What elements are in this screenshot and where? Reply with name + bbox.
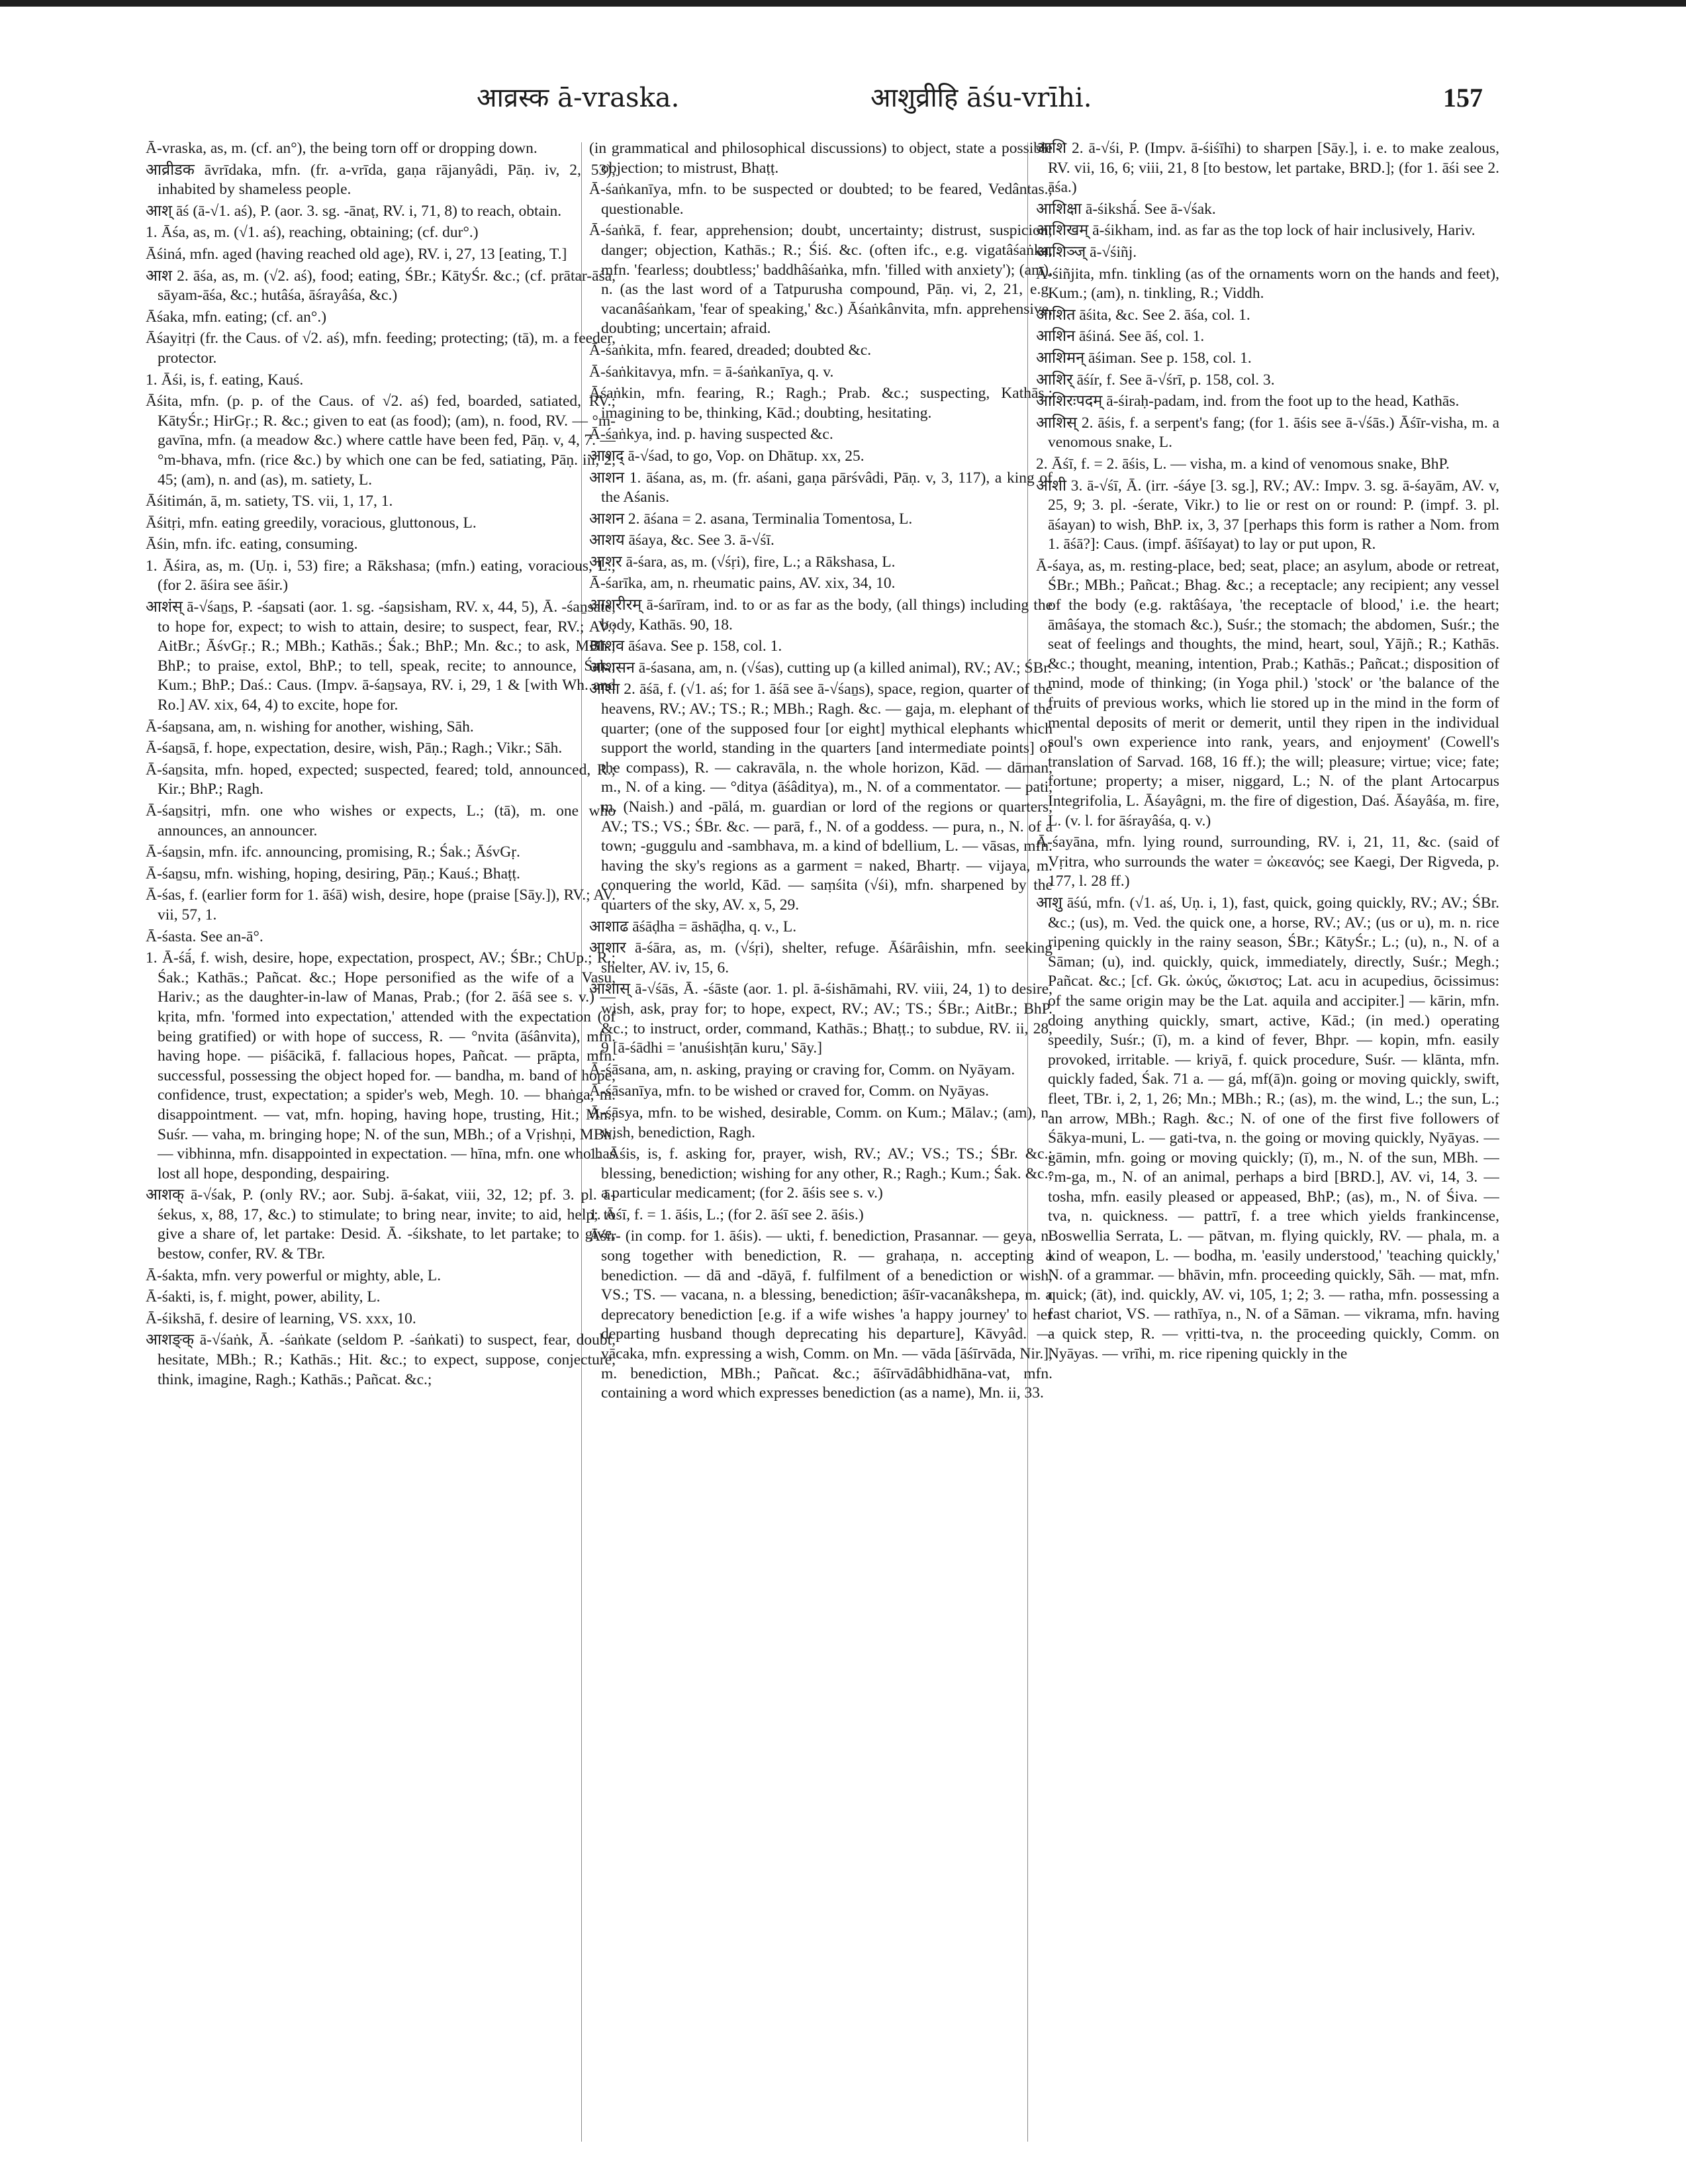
dictionary-entry: आशद् ā-√śad, to go, Vop. on Dhātup. xx, 25. — [589, 447, 865, 465]
dictionary-entry: आश् āś (ā-√1. aś), P. (aor. 3. sg. -ānaṭ, RV. i, 71, 8) to reach, obtain. — [146, 202, 562, 220]
dictionary-entry: आशु āśú, mfn. (√1. aś, Uṇ. i, 1), fast, quick, going quickly, RV.; AV.; ŚBr. &c.; (us), m. Ved. the quick one, a horse, RV.; AV.; (us or u), m. n. rice ripening quickly in the rainy season, ŚBr.; KātyŚr.; L.; (u), n., N. of a Sāman; (u), ind. quickly, quick, immediately, directly, Suśr.; Megh.; Pañcat. &c.; [cf. Gk. ὠκύς, ὤκιστος; Lat. acu in acupedius, ōcissimus: of the same origin may be the Lat. aquila and accipiter.] — kārin, mfn. doing anything quickly, smart, active, Kād.; (in med.) operating speedily, Suśr.; (ī), m. a kind of fever, Bhpr. — kopin, mfn. easily provoked, irritable. — kriyā, f. quick procedure, Suśr. — klānta, mfn. quickly faded, Śak. 71 a. — gá, mf(ā)n. going or moving quickly, swift, fleet, TBr. i, 2, 1, 26; Mn.; MBh.; R.; (as), m. the wind, L.; the sun, L.; an arrow, MBh.; Ragh. &c.; N. of one of the first five followers of Śākya-muni, L. — gati-tva, n. the going or moving quickly, Nyāyas. — gāmin, mfn. going or moving quickly; (ī), m., N. of the sun, MBh. — °m-ga, m., N. of an animal, perhaps a bird [BRD.], AV. vi, 14, 3. — tosha, mfn. easily pleased or appeased, BhP.; (as), m., N. of Śiva. — tva, n. quickness. — pattrī, f. a tree which yields frankincense, Boswellia Serrata, L. — pātvan, m. flying quickly, RV. — phala, m. a kind of weapon, L. — bodha, m. 'easily understood,' 'teaching quickly,' N. of a grammar. — bhāvin, mfn. proceeding quickly, Sāh. — mat, mfn. quick; (āt), ind. quickly, AV. vi, 105, 1; 2; 3. — ratha, mfn. possessing a fast chariot, VS. — rathīya, n., N. of a Sāman. — vikrama, mfn. having a quick step, R. — vṛitti-tva, n. the proceeding quickly, Comm. on Nyāyas. — vrīhi, m. rice ripening quickly in the — [1036, 894, 1499, 1362]
dictionary-entry: Ā-śakta, mfn. very powerful or mighty, able, L. — [146, 1266, 442, 1284]
dictionary-entry: Ā-śaṉsā, f. hope, expectation, desire, wish, Pāṇ.; Ragh.; Vikr.; Sāh. — [146, 739, 563, 757]
dictionary-entry: Ā-śaṉsu, mfn. wishing, hoping, desiring, Pāṇ.; Kauś.; Bhaṭṭ. — [146, 865, 520, 882]
dictionary-entry: आशिमन् āśiman. See p. 158, col. 1. — [1036, 349, 1252, 367]
dictionary-entry: आशास् ā-√śās, Ā. -śāste (aor. 1. pl. ā-śishāmahi, RV. viii, 24, 1) to desire, wish, ask, pray for; to hope, expect, RV.; AV.; TS.; ŚBr.; AitBr.; BhP. &c.; to instruct, order, command, Kathās.; Bhaṭṭ.; to subdue, RV. ii, 28, 9 [ā-śādhi = 'anuśishṭān kuru,' Sāy.] — [589, 980, 1053, 1057]
column-3 — [1036, 139, 1499, 2152]
dictionary-entry: आशित āśita, &c. See 2. āśa, col. 1. — [1036, 306, 1250, 324]
left-guide-word: आव्रस्क ā-vraska. — [477, 83, 680, 113]
dictionary-entry: 1. Āśis, is, f. asking for, prayer, wish, RV.; AV.; VS.; TS.; ŚBr. &c.; blessing, benediction; wishing for any other, R.; Ragh.; Kum.; Śak. &c.; a particular medicament; (for 2. āśis see s. v.) — [589, 1145, 1053, 1202]
column-2 — [589, 139, 1053, 2152]
dictionary-entry: आशक् ā-√śak, P. (only RV.; aor. Subj. ā-śakat, viii, 32, 12; pf. 3. pl. ā-śekus, x, 88, 17, &c.) to stimulate; to bring near, invite; to aid, help; to give a share of, let partake: Desid. Ā. -śikshate, to let partake; to give, bestow, confer, RV. & TBr. — [146, 1186, 616, 1263]
dictionary-entry: Ā-śayāna, mfn. lying round, surrounding, RV. i, 21, 11, &c. (said of Vṛitra, who surrounds the water = ὠκεανός; see Kaegi, Der Rigveda, p. 177, l. 28 ff.) — [1036, 833, 1499, 890]
dictionary-entry: आशंस् ā-√śaṉs, P. -śaṉsati (aor. 1. sg. -śaṉsisham, RV. x, 44, 5), Ā. -śaṉsate, to hope for, expect; to wish to attain, desire; to suspect, fear, RV.; AV.; AitBr.; ĀśvGṛ.; R.; MBh.; Kathās.; Śak.; BhP.; Mn. &c.; to ask, MBh.; BhP.; to praise, extol, BhP.; to tell, speak, recite; to announce, Śak.; Kum.; BhP.; Daś.: Caus. (Impv. ā-śaṉsaya, RV. i, 29, 1 & [with Wh. and Ro.] AV. xix, 64, 4) to excite, hope for. — [146, 598, 616, 714]
dictionary-entry: आशार ā-śāra, as, m. (√śṛi), shelter, refuge. Āśārâishin, mfn. seeking shelter, AV. iv, 15, 6. — [589, 939, 1053, 976]
dictionary-entry: (in grammatical and philosophical discussions) to object, state a possible objection; to mistrust, Bhaṭṭ. — [589, 140, 1053, 177]
dictionary-entry: Ā-śāsanīya, mfn. to be wished or craved for, Comm. on Nyāyas. — [589, 1082, 990, 1100]
dictionary-entry: आशिस् 2. āśis, f. a serpent's fang; (for 1. āśis see ā-√śās.) Āśīr-visha, m. a venomous snake, L. — [1036, 414, 1499, 451]
dictionary-entry: आश 2. āśa, as, m. (√2. aś), food; eating, ŚBr.; KātyŚr. &c.; (cf. prātar-āśa, sāyam-āśa, &c.; hutâśa, āśrayâśa, &c.) — [146, 267, 616, 305]
dictionary-entry: आशर ā-śara, as, m. (√śṛi), fire, L.; a Rākshasa, L. — [589, 553, 896, 571]
dictionary-entry: Ā-śiñjita, mfn. tinkling (as of the ornaments worn on the hands and feet), Kum.; (am), n. tinkling, R.; Viddh. — [1036, 265, 1499, 303]
dictionary-entry: Ā-śaṅkya, ind. p. having suspected &c. — [589, 426, 833, 444]
page-number: 157 — [1443, 83, 1483, 113]
dictionary-entry: Ā-śaṅkā, f. fear, apprehension; doubt, uncertainty; distrust, suspicion; danger; objection, Kathās.; R.; Śiś. &c. (often ifc., e.g. vigatâśaṅka, mfn. 'fearless; doubtless;' baddhâśaṅka, mfn. 'filled with anxiety'); (am), n. (as the last word of a Tatpurusha compound, Pāṇ. vi, 2, 21, e.g. vacanâśaṅkam, 'fear of speaking,' &c.) Āśaṅkânvita, mfn. apprehensive, doubting; uncertain; afraid. — [589, 222, 1053, 338]
dictionary-entry: आव्रीडक āvrīdaka, mfn. (fr. a-vrīda, gaṇa rājanyâdi, Pāṇ. iv, 2, 53), inhabited by shameless people. — [146, 161, 616, 199]
dictionary-entry: Ā-vraska, as, m. (cf. an°), the being torn off or dropping down. — [146, 140, 538, 157]
dictionary-entry: 1. Ā-śā́, f. wish, desire, hope, expectation, prospect, AV.; ŚBr.; ChUp.; R.; Śak.; Kathās.; Pañcat. &c.; Hope personified as the wife of a Vasu, Hariv.; as the daughter-in-law of Manas, Prab.; (for 2. āśā see s. v.) — kṛita, mfn. 'formed into expectation,' attended with the expectation (of being gratified) or with hope of success, R. — °nvita (āśânvita), mfn. having hope. — piśācikā, f. fallacious hopes, Pañcat. — prāpta, mfn. successful, possessing the object hoped for. — bandha, m. band of hope, confidence, trust, expectation; a spider's web, Megh. 10. — bhaṅga, m. disappointment. — vat, mfn. hoping, having hope, trusting, Hit.; Mn.; Suśr. — vaha, m. bringing hope; N. of the sun, MBh.; of a Vṛishṇi, MBh. — vibhinna, mfn. disappointed in expectation. — hīna, mfn. one who has lost all hope, desponding, despairing. — [146, 949, 616, 1182]
dictionary-entry: आशङ्क् ā-√śaṅk, Ā. -śaṅkate (seldom P. -śaṅkati) to suspect, fear, doubt, hesitate, MBh.; R.; Kathās.; Hit. &c.; to expect, suppose, conjecture, think, imagine, Ragh.; Kathās.; Pañcat. &c.; — [146, 1331, 616, 1388]
dictionary-entry: Ā-śāsya, mfn. to be wished, desirable, Comm. on Kum.; Mālav.; (am), n. wish, benediction, Ragh. — [589, 1104, 1053, 1141]
dictionary-entry: Ā-śaṅkanīya, mfn. to be suspected or doubted; to be feared, Vedântas.; questionable. — [589, 181, 1053, 218]
dictionary-entry: आशिखम् ā-śikham, ind. as far as the top lock of hair inclusively, Hariv. — [1036, 222, 1475, 240]
dictionary-entry: Āśiná, mfn. aged (having reached old age), RV. i, 27, 13 [eating, T.] — [146, 245, 567, 263]
dictionary-entry: Ā-śas, f. (earlier form for 1. āśā) wish, desire, hope (praise [Sāy.]), RV.; AV. vii, 57, 1. — [146, 886, 616, 924]
dictionary-entry: आशिक्षा ā-śikshā́. See ā-√śak. — [1036, 200, 1216, 218]
dictionary-entry: Ā-śaṅkita, mfn. feared, dreaded; doubted &c. — [589, 341, 872, 359]
dictionary-entry: Āśīr- (in comp. for 1. āśis). — ukti, f. benediction, Prasannar. — geya, n. song together with benediction, R. — grahaṇa, n. accepting a benediction. — dā and -dāyā, f. fulfilment of a benediction or wish, VS.; TS. — vacana, n. a blessing, benediction; āśīr-vacanâkshepa, m. a deprecatory benediction [e.g. if a wife wishes 'a happy journey' to her departing husband though deprecating his departure], Kāvyâd. — vācaka, mfn. expressing a wish, Comm. on Mn. — vāda [āśīrvāda, Nir.], m. benediction, MBh.; Pañcat. &c.; āśīrvādâbhidhāna-vat, mfn. containing a word which expresses benediction (as a name), Mn. ii, 33. — [589, 1227, 1053, 1402]
dictionary-entry: 1. Āśī, f. = 1. āśis, L.; (for 2. āśī see 2. āśis.) — [589, 1206, 864, 1223]
dictionary-entry: Āśin, mfn. ifc. eating, consuming. — [146, 536, 358, 553]
dictionary-entry: Āśaṅkin, mfn. fearing, R.; Ragh.; Prab. &c.; suspecting, Kathās.; imagining to be, thinking, Kād.; doubting, hesitating. — [589, 385, 1053, 422]
dictionary-entry: 1. Āśi, is, f. eating, Kauś. — [146, 371, 304, 389]
dictionary-entry: Ā-śaya, as, m. resting-place, bed; seat, place; an asylum, abode or retreat, ŚBr.; MBh.; Pañcat.; Bhag. &c.; a receptacle; any recipient; any vessel of the body (e.g. raktâśaya, 'the receptacle of blood,' i.e. the heart; āmâśaya, the stomach &c.), Suśr.; the stomach; the abdomen, Suśr.; the seat of feelings and thoughts, the mind, heart, soul, Yājñ.; R.; Kathās. &c.; thought, meaning, intention, Prab.; Kathās.; Pañcat.; disposition of mind, mode of thinking; (in Yoga phil.) 'stock' or 'the balance of the fruits of previous works, which lie stored up in the mind in the form of mental deposits of merit or demerit, until they ripen in the individual soul's own experience into rank, years, and enjoyment' (Cowell's translation of Sarvad. 168, 16 ff.); the will; pleasure; virtue; vice; fate; fortune; property; a miser, niggard, L.; N. of the plant Artocarpus Integrifolia, L. Āśayâgni, m. the fire of digestion, Daś. Āśayâśa, m. fire, L. (v. l. for āśrayâśa, q. v.) — [1036, 557, 1499, 830]
dictionary-entry: 2. Āśī, f. = 2. āśis, L. — visha, m. a kind of venomous snake, BhP. — [1036, 455, 1450, 473]
dictionary-entry: Ā-śakti, is, f. might, power, ability, L. — [146, 1288, 381, 1306]
dictionary-entry: Ā-śarīka, am, n. rheumatic pains, AV. xix, 34, 10. — [589, 575, 896, 593]
dictionary-entry: आशी 3. ā-√śī, Ā. (irr. -śáye [3. sg.], RV.; AV.: Impv. 3. sg. ā-śayām, AV. v, 25, 9; 3. pl. -śerate, Vikr.) to lie or rest on or round: P. (impf. 3. pl. āśayan) to wish, BhP. ix, 3, 37 [perhaps this form is rather a Nom. from 1. āśā?]: Caus. (impf. āśīśayat) to lay or put upon, R. — [1036, 477, 1499, 553]
dictionary-entry: आशन 2. āśana = 2. asana, Terminalia Tomentosa, L. — [589, 510, 913, 528]
dictionary-entry: आशसन ā-śasana, am, n. (√śas), cutting up (a killed animal), RV.; AV.; ŚBr. — [589, 659, 1052, 677]
page-top-bar — [0, 0, 1686, 7]
dictionary-entry: Āśitṛi, mfn. eating greedily, voracious, gluttonous, L. — [146, 514, 477, 532]
dictionary-entry: Ā-śāsana, am, n. asking, praying or craving for, Comm. on Nyāyam. — [589, 1061, 1015, 1078]
dictionary-entry: आशय āśaya, &c. See 3. ā-√śī. — [589, 532, 774, 549]
dictionary-entry: आशिरःपदम् ā-śiraḥ-padam, ind. from the foot up to the head, Kathās. — [1036, 393, 1460, 410]
dictionary-entry: आशिन āśiná. See āś, col. 1. — [1036, 328, 1205, 346]
dictionary-entry: आशा 2. āśā, f. (√1. aś; for 1. āśā see ā-√śaṉs), space, region, quarter of the heavens, RV.; AV.; TS.; R.; MBh.; Ragh. &c. — gaja, m. elephant of the quarter; (one of the supposed four [or eight] mythical elephants which support the world, standing in the quarters [and intermediate points] of the compass), R. — cakravāla, n. the whole horizon, Kād. — dāman, m., N. of a king. — °ditya (āśâditya), m., N. of a commentator. — pati, m. (Naish.) and -pālá, m. guardian or lord of the regions or quarters, AV.; TS.; VS.; ŚBr. &c. — parā, f., N. of a goddess. — pura, n., N. of a town; -guggulu and -sambhava, m. a kind of bdellium, L. — vāsas, mfn. having the sky's regions as a garment = naked, Bhartṛ. — vijaya, m. conquering the world, Kād. — saṃśita (√śi), mfn. sharpened by the quarters of the sky, AV. x, 5, 29. — [589, 681, 1053, 914]
dictionary-entry: Ā-śasta. See an-ā°. — [146, 927, 263, 945]
dictionary-entry: 1. Āśira, as, m. (Uṇ. i, 53) fire; a Rākshasa; (mfn.) eating, voracious, L.; (for 2. āśira see āśir.) — [146, 557, 616, 594]
dictionary-entry: Ā-śaṉsana, am, n. wishing for another, wishing, Sāh. — [146, 718, 474, 736]
dictionary-entry: आशव āśava. See p. 158, col. 1. — [589, 638, 782, 655]
dictionary-entry: आशिञ्ज् ā-√śiñj. — [1036, 243, 1137, 261]
right-guide-word: आशुव्रीहि āśu-vrīhi. — [870, 83, 1092, 113]
dictionary-entry: आशरीरम् ā-śarīram, ind. to or as far as the body, (all things) including the body, Kathās. 90, 18. — [589, 596, 1053, 634]
column-1 — [146, 139, 616, 2152]
page-header — [0, 79, 1686, 132]
dictionary-entry: 1. Āśa, as, m. (√1. aś), reaching, obtaining; (cf. dur°.) — [146, 224, 479, 242]
dictionary-entry: Ā-śaṉsin, mfn. ifc. announcing, promising, R.; Śak.; ĀśvGṛ. — [146, 843, 520, 861]
dictionary-entry: आशन 1. āśana, as, m. (fr. aśani, gaṇa pārśvâdi, Pāṇ. v, 3, 117), a king of the Aśanis. — [589, 469, 1053, 506]
dictionary-entry: आशाढ āśāḍha = āshāḍha, q. v., L. — [589, 918, 797, 935]
dictionary-entry: Ā-śaṉsitṛi, mfn. one who wishes or expects, L.; (tā), m. one who announces, an announcer. — [146, 802, 616, 839]
dictionary-entry: Ā-śaṉsita, mfn. hoped, expected; suspected, feared; told, announced, R.; Kir.; BhP.; Ragh. — [146, 761, 616, 798]
dictionary-entry: Ā-śikshā, f. desire of learning, VS. xxx, 10. — [146, 1309, 416, 1327]
dictionary-entry: Āśayitṛi (fr. the Caus. of √2. aś), mfn. feeding; protecting; (tā), m. a feeder, protector. — [146, 330, 616, 367]
dictionary-entry: आशि 2. ā-√śi, P. (Impv. ā-śiśīhi) to sharpen [Sāy.], i. e. to make zealous, RV. vii, 16, 6; viii, 21, 8 [to bestow, let partake, BRD.]; (for 1. āśi see 2. āśa.) — [1036, 140, 1499, 197]
dictionary-entry: Āśaka, mfn. eating; (cf. an°.) — [146, 308, 327, 326]
dictionary-entry: Āśita, mfn. (p. p. of the Caus. of √2. aś) fed, boarded, satiated, RV.; KātyŚr.; HirGṛ.; R. &c.; given to eat (as food); (am), n. food, RV. — °m-gavīna, mfn. (a meadow &c.) where cattle have been fed, Pāṇ. v, 4, 7. — °m-bhava, mfn. (rice &c.) by which one can be fed, satiating, Pāṇ. iii, 2, 45; (am), n. and (as), m. satiety, L. — [146, 393, 616, 489]
dictionary-entry: Āśitimán, ā, m. satiety, TS. vii, 1, 17, 1. — [146, 493, 393, 510]
dictionary-entry: आशिर् āśír, f. See ā-√śrī, p. 158, col. 3. — [1036, 371, 1275, 389]
dictionary-entry: Ā-śaṅkitavya, mfn. = ā-śaṅkanīya, q. v. — [589, 363, 834, 381]
